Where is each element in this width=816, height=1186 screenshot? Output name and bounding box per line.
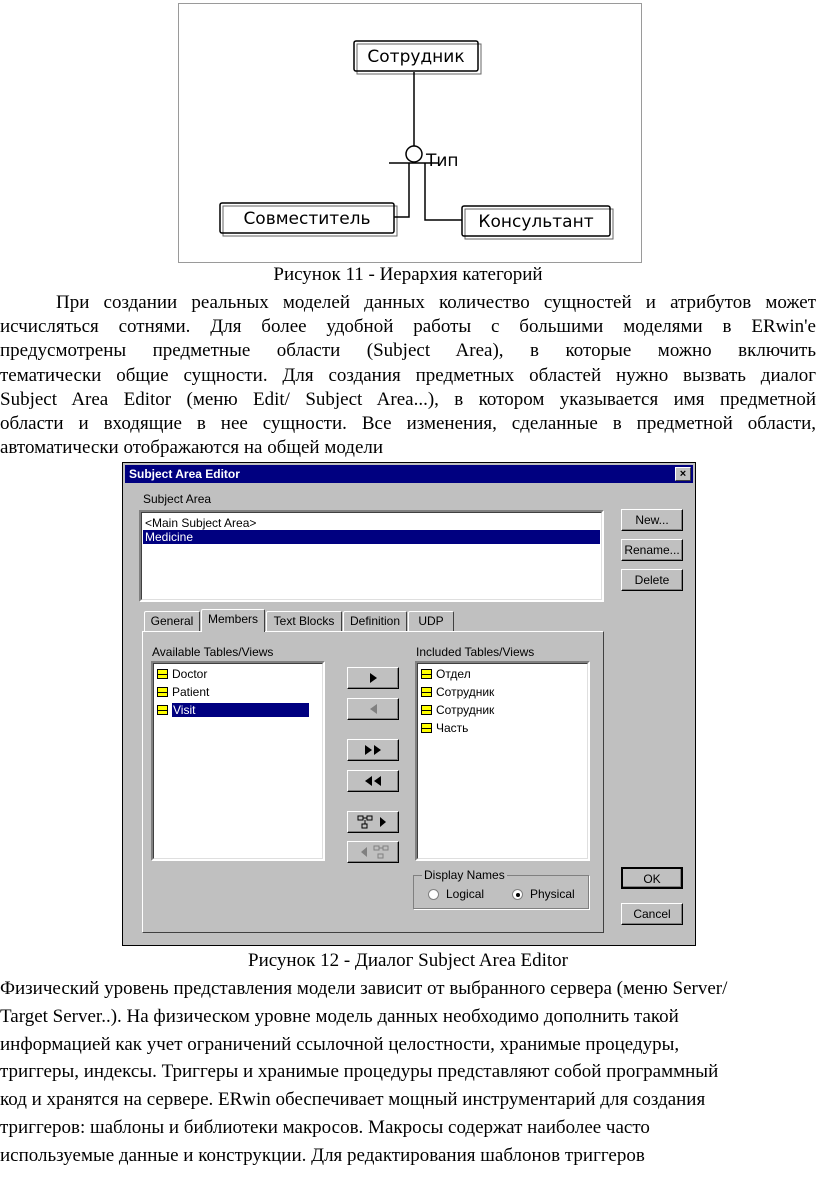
move-tree-left-icon (357, 845, 391, 860)
dialog-title-bar (125, 465, 693, 483)
move-tree-right-button[interactable] (347, 811, 399, 833)
entity-label-top: Сотрудник (367, 47, 465, 67)
dialog-title: Subject Area Editor (129, 467, 240, 481)
paragraph-line: При создании реальных моделей данных количество сущностей и атрибутов может (56, 292, 816, 313)
paragraph-line: предусмотрены предметные области (Subject Area), в которые можно включить (0, 340, 816, 362)
move-left-button[interactable] (347, 698, 399, 720)
display-names-group (413, 868, 589, 909)
available-tables-label: Available Tables/Views (152, 645, 274, 659)
tab-udp[interactable]: UDP (408, 611, 454, 631)
paragraph-line: автоматически отображаются на общей модели (0, 437, 384, 459)
available-tables-list[interactable] (151, 661, 325, 861)
table-icon (157, 669, 168, 679)
figure-12-caption: Рисунок 12 - Диалог Subject Area Editor (248, 950, 568, 971)
physical-radio-label[interactable]: Physical (530, 887, 575, 901)
list-item[interactable]: Сотрудник (419, 685, 586, 699)
list-item[interactable]: Отдел (419, 667, 586, 681)
paragraph-line: триггеры, индексы. Триггеры и хранимые процедуры представляют собой программный (0, 1061, 719, 1083)
ok-button[interactable]: OK (621, 867, 683, 889)
table-icon (421, 669, 432, 679)
move-right-button[interactable] (347, 667, 399, 689)
close-icon: × (679, 468, 687, 480)
move-tree-left-button[interactable] (347, 841, 399, 863)
close-button[interactable] (675, 467, 691, 481)
logical-radio-label[interactable]: Logical (446, 887, 485, 901)
physical-radio[interactable] (512, 889, 523, 900)
paragraph-physical-level (0, 975, 816, 1170)
list-item[interactable]: Patient (155, 685, 321, 699)
move-all-left-icon (365, 776, 372, 786)
tab-text-blocks[interactable]: Text Blocks (266, 611, 342, 631)
entity-label-right: Консультант (478, 212, 594, 232)
discriminator-label: Тип (426, 151, 459, 171)
paragraph-line: используемые данные и конструкции. Для редактирования шаблонов триггеров (0, 1144, 645, 1166)
tab-definition[interactable]: Definition (343, 611, 407, 631)
list-item[interactable]: Doctor (155, 667, 321, 681)
move-right-icon (370, 673, 377, 683)
rename-button[interactable]: Rename... (621, 539, 683, 561)
paragraph-subject-areas (0, 291, 816, 460)
paragraph-line: Subject Area Editor (меню Edit/ Subject Area...), в котором указывается имя предметной (0, 388, 816, 410)
list-item[interactable]: Часть (419, 721, 586, 735)
category-hierarchy-figure (178, 3, 642, 263)
tab-general[interactable]: General (144, 611, 200, 631)
table-icon (421, 723, 432, 733)
new-button[interactable]: New... (621, 509, 683, 531)
subject-area-editor-dialog (122, 462, 696, 946)
subject-area-list[interactable] (139, 510, 604, 602)
included-tables-label: Included Tables/Views (416, 645, 535, 659)
logical-radio[interactable] (428, 889, 439, 900)
included-tables-list[interactable] (415, 661, 590, 861)
list-item-selected[interactable]: Medicine (143, 530, 600, 544)
delete-button[interactable]: Delete (621, 569, 683, 591)
paragraph-line: код и хранятся на сервере. ERwin обеспечивает мощный инструментарий для создания (0, 1089, 706, 1111)
figure-11-caption: Рисунок 11 - Иерархия категорий (273, 264, 543, 285)
move-all-left-button[interactable] (347, 770, 399, 792)
connector-right (425, 163, 462, 220)
paragraph-line: информацией как учет ограничений ссылочной целостности, хранимые процедуры, (0, 1033, 680, 1055)
paragraph-line: области и входящие в нее сущности. Все изменения, сделанные в предметной области, (0, 412, 816, 434)
hierarchy-diagram (179, 4, 641, 262)
connector-left (394, 163, 409, 217)
list-item-selected[interactable]: Visit (155, 703, 321, 717)
discriminator-circle (406, 146, 422, 162)
table-icon (421, 705, 432, 715)
subject-area-label: Subject Area (143, 492, 212, 506)
table-icon (157, 705, 168, 715)
table-icon (421, 687, 432, 697)
display-names-label: Display Names (424, 868, 505, 882)
paragraph-line: исчисляться сотнями. Для более удобной работы с большими моделями в ERwin'e (0, 316, 816, 338)
move-left-icon (370, 704, 377, 714)
cancel-button[interactable]: Cancel (621, 903, 683, 925)
paragraph-line: Target Server..). На физическом уровне модель данных необходимо дополнить такой (0, 1005, 679, 1027)
table-icon (157, 687, 168, 697)
paragraph-line: Физический уровень представления модели зависит от выбранного сервера (меню Server/ (0, 978, 728, 999)
paragraph-line: тематически общие сущности. Для создания предметных областей нужно вызвать диалог (0, 364, 816, 386)
list-item[interactable]: Сотрудник (419, 703, 586, 717)
list-item[interactable]: <Main Subject Area> (145, 516, 257, 530)
entity-label-left: Совместитель (243, 209, 371, 229)
move-all-right-icon (365, 745, 372, 755)
tab-members[interactable]: Members (201, 609, 265, 632)
move-all-right-button[interactable] (347, 739, 399, 761)
move-tree-right-icon (357, 815, 391, 830)
paragraph-line: триггеров: шаблоны и библиотеки макросов. Макросы содержат наиболее часто (0, 1116, 650, 1138)
